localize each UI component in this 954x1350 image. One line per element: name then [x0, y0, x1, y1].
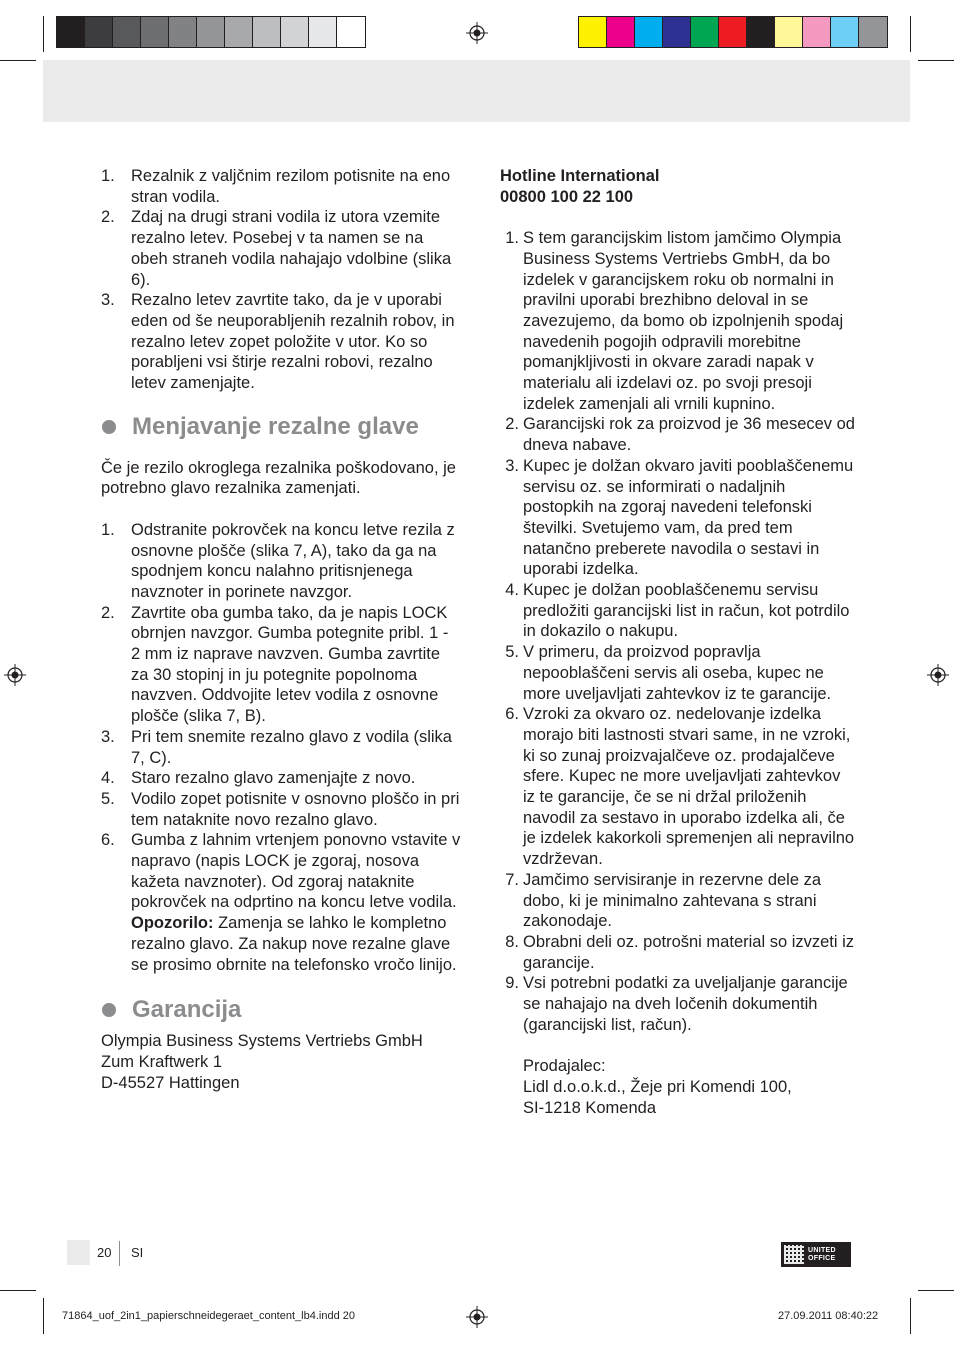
- color-swatch: [253, 17, 281, 47]
- list-item: 1. Odstranite pokrovček na koncu letve rezila z osnovne plošče (slika 7, A), tako da ga na spodnjem koncu nalahno pritisnjenega navznoter in porinete navzgor.: [101, 520, 455, 601]
- registration-mark-icon: [927, 664, 949, 686]
- section-title: Garancija: [132, 996, 242, 1024]
- seller-block: [500, 1056, 856, 1118]
- crop-mark: [910, 1298, 911, 1334]
- section-heading: [101, 995, 461, 1025]
- right-column: [500, 166, 856, 1118]
- list-item: 5. Vodilo zopet potisnite v osnovno ploščo in pri tem nataknite novo rezalno glavo.: [101, 789, 460, 829]
- company-line: Zum Kraftwerk 1: [101, 1053, 223, 1071]
- section-title: Menjavanje rezalne glave: [132, 412, 419, 440]
- color-swatch: [579, 17, 607, 47]
- warranty-terms: [500, 228, 856, 1035]
- list-item: 9. Vsi potrebni podatki za uveljaljanje garancije se nahajajo na dveh ločenih dokumentih (garancijski list, račun).: [505, 974, 848, 1034]
- bullet-icon: [102, 1003, 116, 1017]
- crop-mark: [0, 1290, 36, 1291]
- color-swatch: [85, 17, 113, 47]
- list-item: 4. Staro rezalno glavo zamenjajte z novo.: [101, 769, 416, 788]
- logo-line: UNITED: [808, 1246, 836, 1254]
- list-item: 2. Garancijski rok za proizvod je 36 mesecev od dneva nabave.: [505, 415, 855, 455]
- replacement-steps: [101, 520, 461, 975]
- hotline-title: Hotline International: [500, 167, 660, 185]
- section-heading: [101, 412, 461, 442]
- process-color-bar: [578, 16, 888, 48]
- list-item: 4. Kupec je dolžan pooblaščenemu servisu predložiti garancijski list in račun, kot potrdilo in dokazilo o nakupu.: [505, 581, 850, 641]
- color-swatch: [309, 17, 337, 47]
- color-swatch: [281, 17, 309, 47]
- list-item: 3. Kupec je dolžan okvaro javiti pooblaščenemu servisu oz. se informirati o nadaljnih postopkih na zgoraj navedeni telefonski številki. Svetujemo vam, da pred tem natančno preberete navodila o sestavi in uporabi izdelka.: [505, 456, 854, 579]
- color-swatch: [197, 17, 225, 47]
- list-item: 8. Obrabni deli oz. potrošni material so izvzeti iz garancije.: [505, 933, 855, 972]
- color-swatch: [691, 17, 719, 47]
- color-swatch: [635, 17, 663, 47]
- company-line: Olympia Business Systems Vertriebs GmbH: [101, 1032, 423, 1051]
- section-intro: Če je rezilo okroglega rezalnika poškodovano, je potrebno glavo rezalnika zamenjati.: [101, 458, 456, 498]
- list-item: 6. Vzroki za okvaro oz. nedelovanje izdelka morajo biti lastnosti stvari same, in ne vzroki, ki so zunaj proizvajalčeve oz. prodajalčeve sfere. Kupec ne more uveljavljati zahtevkov iz te garancije, če se ni držal priloženih navodil za sestavo in uporabo izdelka ali, če je izdelek kakorkoli spremenjen ali nepravilno vzdrževan.: [505, 705, 855, 869]
- color-swatch: [775, 17, 803, 47]
- seller-line: SI-1218 Komenda: [523, 1098, 657, 1117]
- crop-mark: [918, 60, 954, 61]
- company-line: D-45527 Hattingen: [101, 1073, 240, 1092]
- color-swatch: [337, 17, 365, 47]
- list-item: 3. Rezalno letev zavrtite tako, da je v uporabi eden od še neuporabljenih rezalnih robov, in rezalno letev zopet položite v utor. Ko so porabljeni vsi štirje rezalni robovi, rezalno letev zamenjajte.: [101, 291, 455, 393]
- logo-line: OFFICE: [808, 1254, 836, 1262]
- color-swatch: [663, 17, 691, 47]
- list-item: 6. Gumba z lahnim vrtenjem ponovno vstavite v napravo (napis LOCK je zgoraj, nosova kažeta navznoter). Od zgoraj nataknite pokrovček na odprtino na koncu letve vodila. Opozorilo: Zamenja se lahko le kompletno rezalno glavo. Za nakup nove rezalne glave se prosimo obrnite na telefonsko vročo linijo.: [101, 831, 461, 974]
- registration-mark-icon: [466, 1306, 488, 1328]
- header-band: [43, 60, 910, 122]
- list-item: 1. Rezalnik z valjčnim rezilom potisnite na eno stran vodila.: [101, 167, 451, 206]
- list-item: 1. S tem garancijskim listom jamčimo Olympia Business Systems Vertriebs GmbH, da bo izdelek v garancijskem roku ob normalni in pravilni uporabi brezhibno deloval in se zavezujemo, da bomo ob izpolnjenih spodaj navedenih pogojih odpravili morebitne pomanjkljivosti in okvare zaradi napak v materialu ali izdelavi oz. po svoji presoji izdelek zamenjali ali vrnili kupnino.: [505, 229, 844, 413]
- hotline-number: 00800 100 22 100: [500, 187, 634, 206]
- color-swatch: [57, 17, 85, 47]
- list-item: 2. Zdaj na drugi strani vodila iz utora vzemite rezalno letev. Posebej v ta namen se na obeh straneh vodila nahajajo vdolbine (slika 6).: [101, 208, 452, 289]
- list-item: 3. Pri tem snemite rezalno glavo z vodila (slika 7, C).: [101, 727, 452, 767]
- bullet-icon: [102, 420, 116, 434]
- crop-mark: [910, 16, 911, 52]
- language-code: SI: [131, 1245, 144, 1260]
- color-swatch: [831, 17, 859, 47]
- intro-steps: [101, 166, 461, 394]
- slug-timestamp: 27.09.2011 08:40:22: [778, 1310, 879, 1322]
- color-swatch: [719, 17, 747, 47]
- crop-mark: [918, 1290, 954, 1291]
- gray-color-bar: [56, 16, 366, 48]
- color-swatch: [859, 17, 887, 47]
- color-swatch: [607, 17, 635, 47]
- footer-divider: [119, 1241, 120, 1266]
- list-item: 5. V primeru, da proizvod popravlja nepooblaščeni servis ali oseba, kupec ne more uveljavljati zahtevkov iz te garancije.: [505, 643, 832, 703]
- color-swatch: [747, 17, 775, 47]
- crop-mark: [43, 1298, 44, 1334]
- color-swatch: [225, 17, 253, 47]
- color-swatch: [803, 17, 831, 47]
- seller-line: Lidl d.o.o.k.d., Žeje pri Komendi 100,: [523, 1077, 792, 1096]
- note-text: Zamenja se lahko le kompletno rezalno glavo. Za nakup nove rezalne glave se prosimo obrnite na telefonsko vročo linijo.: [131, 914, 457, 974]
- list-item: 2. Zavrtite oba gumba tako, da je napis LOCK obrnjen navzgor. Gumba potegnite pribl. 1 - 2 mm iz naprave navzven. Gumba zavrtite za 30 stopinj in ju potegnite popolnoma navzven. Oddvojite letev vodila z osnovne plošče (slika 7, B).: [101, 603, 449, 726]
- registration-mark-icon: [4, 664, 26, 686]
- list-item: 7. Jamčimo servisiranje in rezervne dele za dobo, ki je minimalno zahtevana s strani zakonodaje.: [505, 870, 822, 931]
- slug-filename: 71864_uof_2in1_papierschneidegeraet_content_lb4.indd 20: [62, 1310, 355, 1322]
- logo-grid-icon: [784, 1245, 804, 1264]
- seller-label: Prodajalec:: [523, 1057, 606, 1076]
- crop-mark: [0, 60, 36, 61]
- color-swatch: [169, 17, 197, 47]
- page-number: 20: [97, 1245, 112, 1260]
- left-column: [101, 166, 461, 1093]
- united-office-logo: [781, 1242, 851, 1267]
- note-label: Opozorilo:: [131, 914, 214, 933]
- page-number-box: [67, 1240, 90, 1265]
- registration-mark-icon: [466, 22, 488, 44]
- crop-mark: [43, 16, 44, 52]
- color-swatch: [141, 17, 169, 47]
- color-swatch: [113, 17, 141, 47]
